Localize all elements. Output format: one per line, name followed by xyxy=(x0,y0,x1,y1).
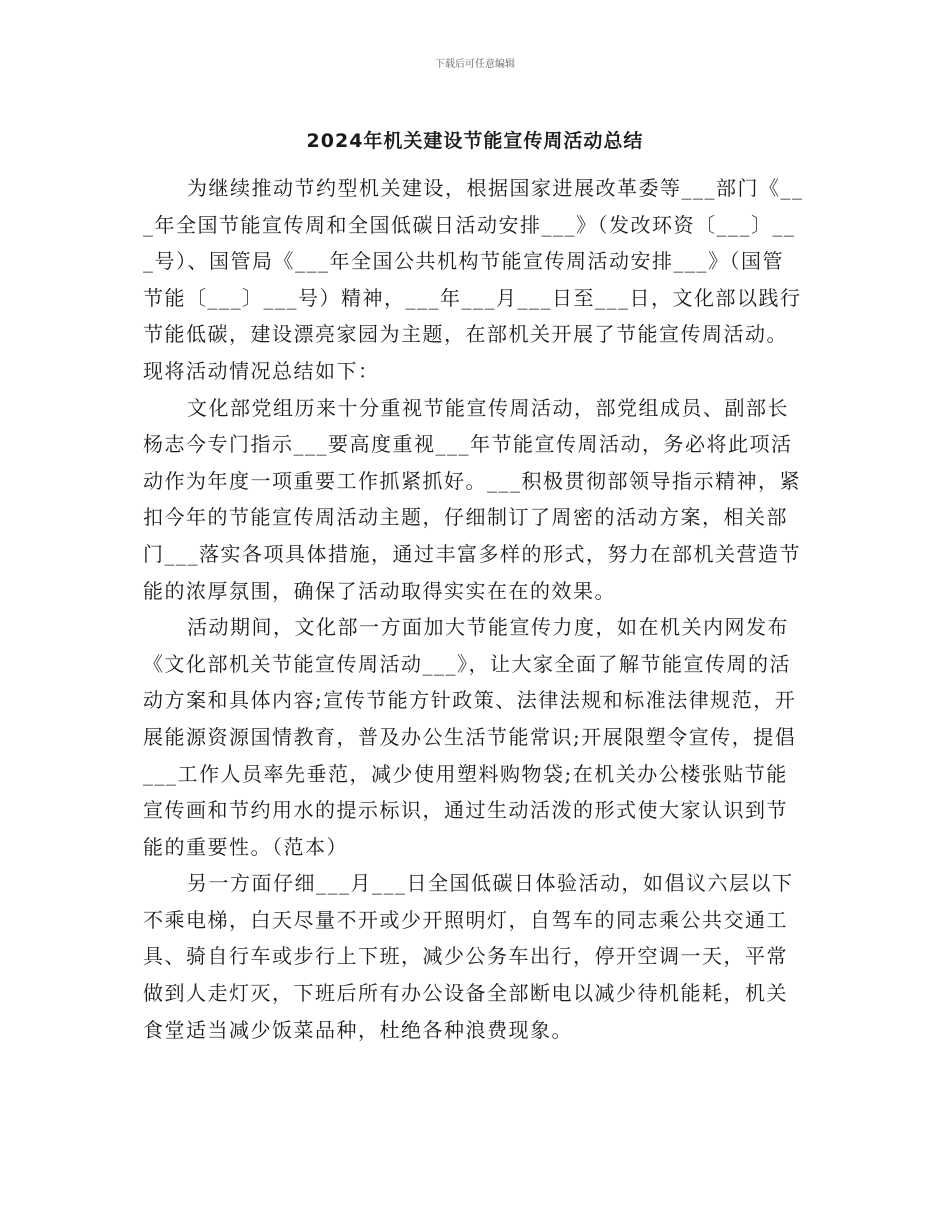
paragraph-line: 不乘电梯，白天尽量不开或少开照明灯，自驾车的同志乘公共交通工 xyxy=(143,907,788,932)
paragraph-line: 展能源资源国情教育，普及办公生活节能常识;开展限塑令宣传，提倡 xyxy=(143,724,797,749)
paragraph-line: 能的浓厚氛围，确保了活动取得实实在在的效果。 xyxy=(143,578,616,603)
header-note: 下载后可任意编辑 xyxy=(435,59,515,70)
paragraph-line: 活动期间，文化部一方面加大节能宣传力度，如在机关内网发布 xyxy=(187,615,789,640)
paragraph-line: 另一方面仔细___月___日全国低碳日体验活动，如倡议六层以下 xyxy=(187,871,794,896)
paragraph-line: 食堂适当减少饭菜品种，杜绝各种浪费现象。 xyxy=(143,1017,573,1042)
paragraph-line: 节能〔___〕___号）精神，___年___月___日至___日，文化部以践行 xyxy=(143,285,802,310)
paragraph-line: 宣传画和节约用水的提示标识，通过生动活泼的形式使大家认识到节 xyxy=(143,798,788,823)
paragraph-4 xyxy=(143,865,813,1048)
paragraph-2 xyxy=(143,390,813,610)
paragraph-3 xyxy=(143,609,813,865)
paragraph-line: 门___落实各项具体措施，通过丰富多样的形式，努力在部机关营造节 xyxy=(143,541,801,566)
paragraph-line: 为继续推动节约型机关建设，根据国家进展改革委等___部门《__ xyxy=(187,176,804,200)
paragraph-line: 节能低碳，建设漂亮家园为主题，在部机关开展了节能宣传周活动。 xyxy=(143,322,788,347)
paragraph-line: 扣今年的节能宣传周活动主题，仔细制订了周密的活动方案，相关部 xyxy=(143,505,788,530)
paragraph-line: 能的重要性。（范本） xyxy=(143,834,348,859)
paragraph-line: 文化部党组历来十分重视节能宣传周活动，部党组成员、副部长 xyxy=(187,395,789,420)
paragraph-line: 现将活动情况总结如下： xyxy=(143,358,380,383)
document-title: 2024年机关建设节能宣传周活动总结 xyxy=(306,130,644,152)
paragraph-line: 做到人走灯灭，下班后所有办公设备全部断电以减少待机能耗，机关 xyxy=(143,981,788,1006)
paragraph-1 xyxy=(143,170,813,390)
paragraph-line: 杨志今专门指示___要高度重视___年节能宣传周活动，务必将此项活 xyxy=(143,432,793,457)
paragraph-line: 具、骑自行车或步行上下班，减少公务车出行，停开空调一天，平常 xyxy=(143,944,788,969)
paragraph-line: _号）、国管局《___年全国公共机构节能宣传周活动安排___》（国管 xyxy=(143,249,784,274)
paragraph-line: 《文化部机关节能宣传周活动___》，让大家全面了解节能宣传周的活 xyxy=(143,651,791,676)
paragraph-line: ___工作人员率先垂范，减少使用塑料购物袋;在机关办公楼张贴节能 xyxy=(143,761,788,786)
paragraph-line: _年全国节能宣传周和全国低碳日活动安排___》（发改环资〔___〕__ xyxy=(143,212,796,237)
paragraph-line: 动方案和具体内容;宣传节能方针政策、法律法规和标准法律规范，开 xyxy=(143,688,797,713)
document-body xyxy=(143,170,813,1048)
paragraph-line: 动作为年度一项重要工作抓紧抓好。___积极贯彻部领导指示精神，紧 xyxy=(143,468,801,493)
